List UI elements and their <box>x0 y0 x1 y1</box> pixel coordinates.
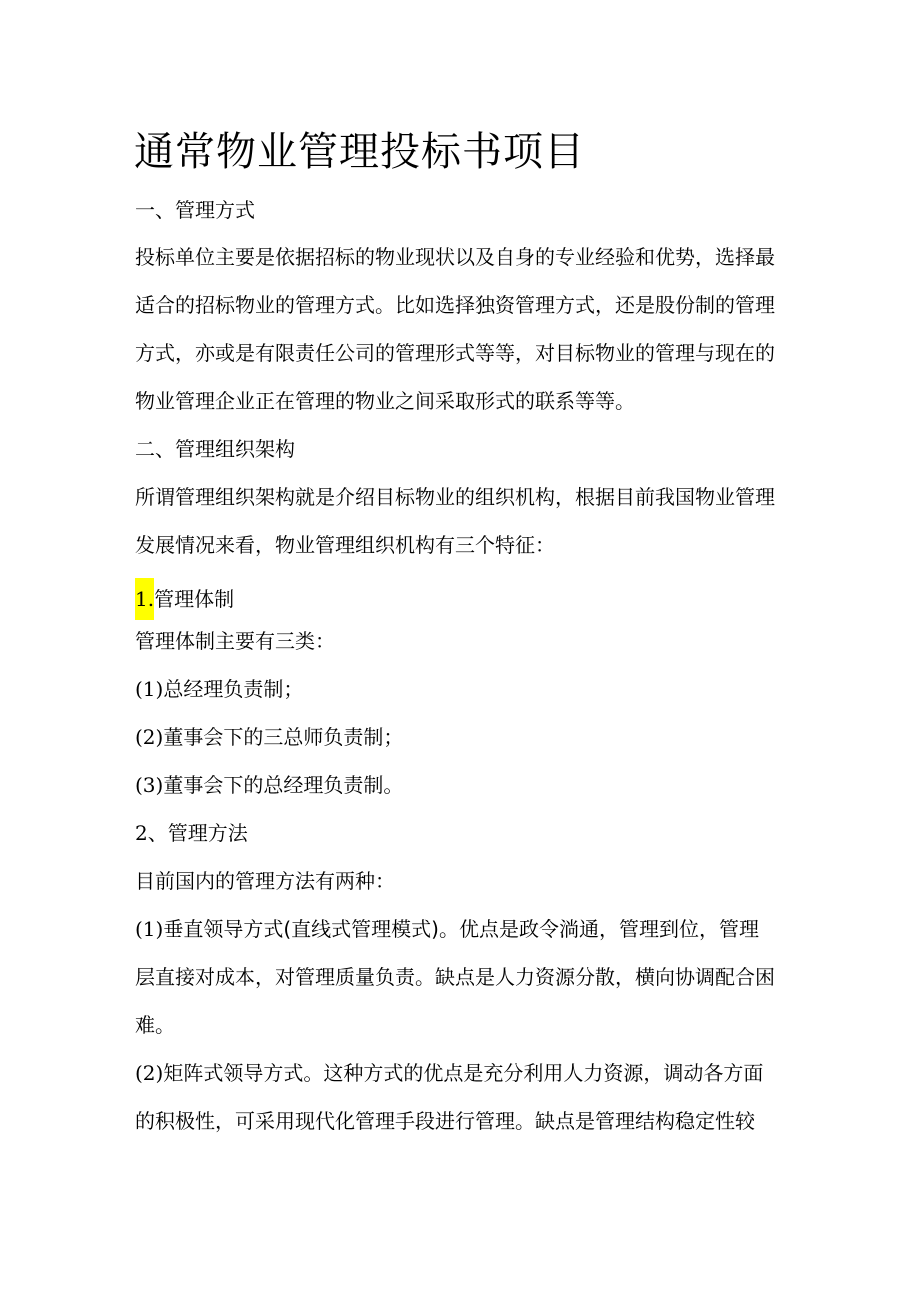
subsection-2-intro: 目前国内的管理方法有两种： <box>135 869 395 893</box>
item-number: (1) <box>135 917 164 941</box>
subsection-2-title: 管理方法 <box>167 821 248 845</box>
subsection-1-intro: 管理体制主要有三类： <box>135 629 335 653</box>
section-2-heading: 二、管理组织架构 <box>135 437 295 461</box>
subsection-2-item-2-line-2: 的积极性，可采用现代化管理手段进行管理。缺点是管理结构稳定性较 <box>135 1109 755 1133</box>
subsection-1-item-2 <box>135 722 795 752</box>
subsection-1-item-1 <box>135 674 795 704</box>
item-text: 董事会下的总经理负责制。 <box>163 773 404 797</box>
subsection-2-item-1-line-1 <box>135 914 795 944</box>
item-text: 总经理负责制； <box>163 677 304 701</box>
subsection-1-heading <box>135 578 795 620</box>
subsection-1-number-highlight: 1. <box>135 578 154 620</box>
item-number: (1) <box>135 677 164 701</box>
subsection-2-number: 2、 <box>135 821 168 845</box>
subsection-1-title: 管理体制 <box>154 587 235 611</box>
item-text: 矩阵式领导方式。这种方式的优点是充分利用人力资源，调动各方面 <box>163 1061 764 1085</box>
item-number: (2) <box>135 725 164 749</box>
section-2-paragraph-line-1: 所谓管理组织架构就是介绍目标物业的组织机构，根据目前我国物业管理 <box>135 485 775 509</box>
section-1-paragraph-line-1: 投标单位主要是依据招标的物业现状以及自身的专业经验和优势，选择最 <box>135 245 775 269</box>
document-title: 通常物业管理投标书项目 <box>134 129 585 175</box>
item-number: (2) <box>135 1061 164 1085</box>
subsection-2-item-1-line-2: 层直接对成本，对管理质量负责。缺点是人力资源分散，横向协调配合困 <box>135 965 775 989</box>
section-1-heading: 一、管理方式 <box>135 198 255 222</box>
subsection-1-item-3 <box>135 770 795 800</box>
section-1-paragraph-line-4: 物业管理企业正在管理的物业之间采取形式的联系等等。 <box>135 389 635 413</box>
subsection-2-item-1-line-3: 难。 <box>135 1013 175 1037</box>
item-text: 垂直领导方式(直线式管理模式)。优点是政令淌通，管理到位，管理 <box>163 917 759 941</box>
subsection-2-item-2-line-1 <box>135 1058 795 1088</box>
section-2-paragraph-line-2: 发展情况来看，物业管理组织机构有三个特征： <box>135 533 555 557</box>
subsection-2-heading <box>135 818 795 848</box>
item-text: 董事会下的三总师负责制； <box>163 725 404 749</box>
section-1-paragraph-line-3: 方式，亦或是有限责任公司的管理形式等等，对目标物业的管理与现在的 <box>135 341 775 365</box>
section-1-paragraph-line-2: 适合的招标物业的管理方式。比如选择独资管理方式，还是股份制的管理 <box>135 293 775 317</box>
item-number: (3) <box>135 773 164 797</box>
